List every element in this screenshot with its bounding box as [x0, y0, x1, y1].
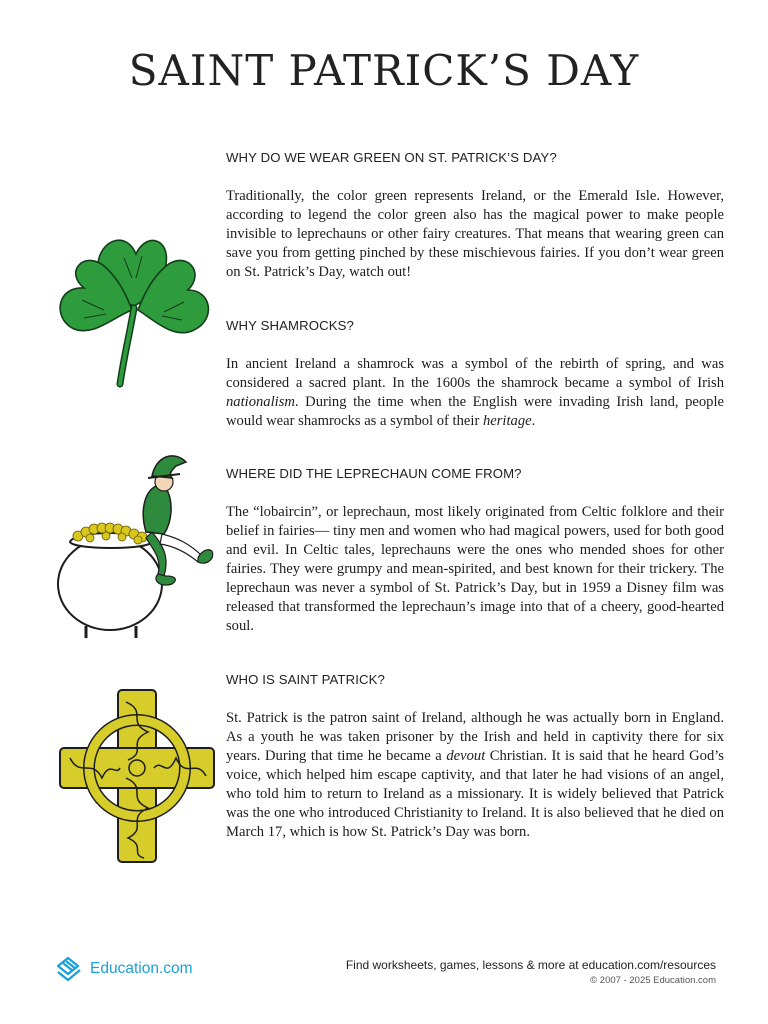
- emphasized-term: heritage: [482, 413, 532, 429]
- body-text: Traditionally, the color green represents Ireland, or the Emerald Isle. However, according to legend the color green also has the magical power to make people invisible to leprechauns or other fairy creatures. That means that wearing green can save you from getting pinched by these mischievous fairies. If you don’t wear green on St. Patrick’s Day, watch out!: [226, 188, 724, 280]
- section-heading: WHY DO WE WEAR GREEN ON ST. PATRICK’S DAY?: [226, 150, 557, 165]
- section-heading: WHERE DID THE LEPRECHAUN COME FROM?: [226, 466, 522, 481]
- education-logo[interactable]: [54, 954, 193, 984]
- section-saint-patrick: [226, 672, 724, 842]
- shamrock-icon: [54, 228, 218, 390]
- section-body: [226, 709, 724, 842]
- section-body: [226, 503, 724, 636]
- page-title: SAINT PATRICK’S DAY: [128, 46, 640, 95]
- section-shamrocks: [226, 318, 724, 431]
- body-text: St. Patrick is the patron saint of Ireland, although he was actually born in England. As a youth he was taken prisoner by the Irish and held in captivity there for six years. During that time he became a: [226, 710, 724, 764]
- celtic-cross-icon: [58, 688, 216, 864]
- body-text: . During the time when the English were invading Irish land, people would wear shamrocks as a symbol of their: [226, 394, 724, 429]
- section-leprechaun: [226, 466, 724, 636]
- footer: [346, 958, 716, 986]
- emphasized-term: nationalism: [226, 394, 295, 410]
- leprechaun-pot-of-gold-icon: [52, 452, 218, 642]
- footer-copyright: © 2007 - 2025 Education.com: [590, 975, 716, 986]
- section-heading: WHY SHAMROCKS?: [226, 318, 354, 333]
- education-logo-icon: [54, 954, 84, 984]
- section-body: [226, 187, 724, 282]
- body-text: .: [531, 413, 536, 429]
- section-body: [226, 355, 724, 431]
- emphasized-term: devout: [446, 748, 486, 764]
- education-logo-text: Education.com: [90, 960, 193, 977]
- section-heading: WHO IS SAINT PATRICK?: [226, 672, 385, 687]
- body-text: In ancient Ireland a shamrock was a symbol of the rebirth of spring, and was considered a sacred plant. In the 1600s the shamrock became a symbol of Irish: [226, 356, 724, 391]
- body-text: The “lobaircin”, or leprechaun, most likely originated from Celtic folklore and their belief in fairies— tiny men and women who had magical powers, used for both good and evil. In Celtic tales, leprechauns were the ones who mended shoes for other fairies. They were grumpy and mean-spirited, and best known for their trickery. The leprechaun was never a symbol of St. Patrick’s Day, but in 1959 a Disney film was released that transformed the leprechaun’s image into that of a cheery, good-hearted soul.: [226, 504, 724, 634]
- footer-tagline[interactable]: Find worksheets, games, lessons & more at education.com/resources: [345, 958, 716, 972]
- body-text: Christian. It is said that he heard God’s voice, which helped him escape captivity, and that later he had visions of an angel, who told him to return to Ireland as a missionary. It is widely believed that Patrick was the one who introduced Christianity to Ireland. It is also believed that he died on March 17, which is how St. Patrick’s Day was born.: [226, 748, 724, 840]
- section-wear-green: [226, 150, 724, 282]
